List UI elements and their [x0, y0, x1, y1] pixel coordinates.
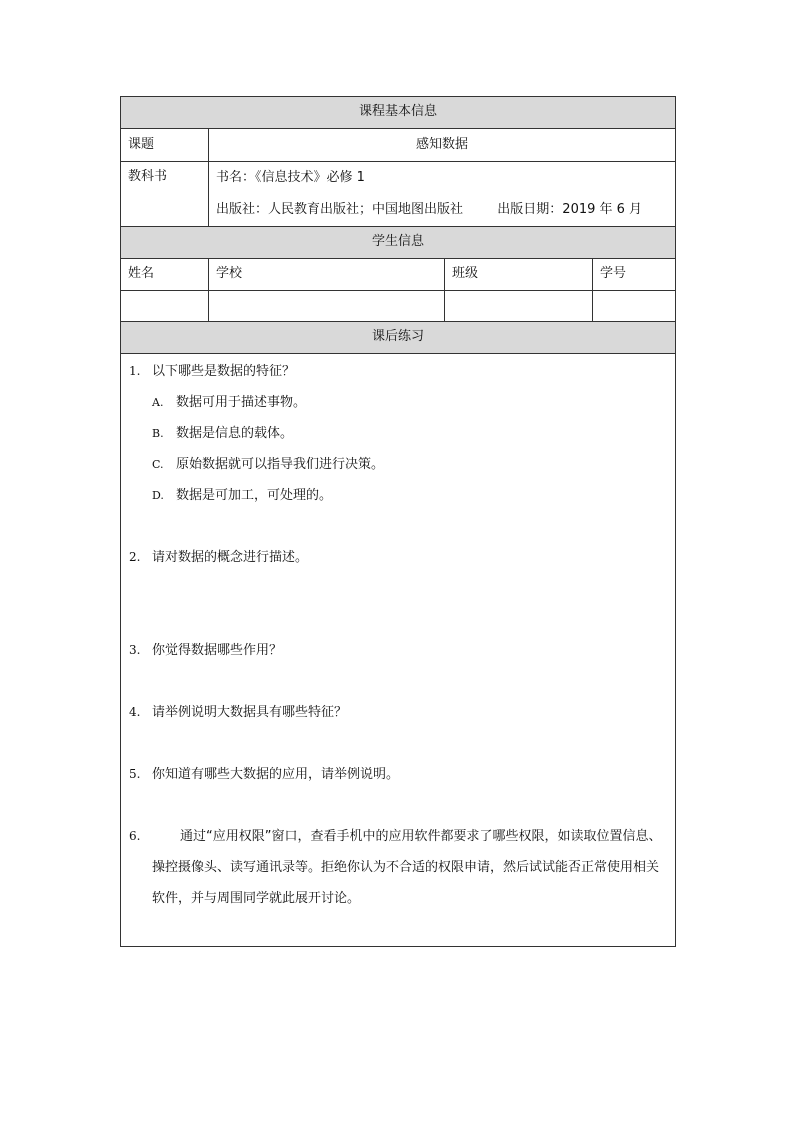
question-text: 以下哪些是数据的特征？ [152, 364, 296, 379]
question-3 [121, 635, 675, 666]
course-info-table [120, 96, 676, 947]
question-text: 你知道有哪些大数据的应用，请举例说明。 [152, 767, 400, 782]
section-header-student-info: 学生信息 [121, 227, 676, 259]
option-letter: B. [152, 427, 164, 440]
question-number: 5. [129, 767, 141, 781]
question-text: 请对数据的概念进行描述。 [152, 550, 309, 565]
option-a [121, 387, 675, 418]
book-name: 书名：《信息技术》必修 1 [216, 170, 365, 185]
option-letter: D. [152, 489, 164, 502]
option-text: 原始数据就可以指导我们进行决策。 [176, 457, 385, 472]
exercises-area [121, 354, 676, 947]
question-text: 请举例说明大数据具有哪些特征？ [152, 705, 348, 720]
question-text: 你觉得数据哪些作用？ [152, 643, 283, 658]
question-1 [121, 356, 675, 387]
topic-label: 课题 [121, 129, 209, 162]
question-number: 4. [129, 705, 141, 719]
option-b [121, 418, 675, 449]
name-field[interactable] [121, 291, 209, 322]
publish-date: 出版日期：2019 年 6 月 [497, 202, 643, 217]
question-number: 6. [129, 829, 141, 843]
option-d [121, 480, 675, 511]
option-text: 数据是信息的载体。 [176, 426, 294, 441]
question-number: 3. [129, 643, 141, 657]
student-id-label: 学号 [593, 259, 676, 291]
option-text: 数据是可加工，可处理的。 [176, 488, 333, 503]
question-text: 通过“应用权限”窗口，查看手机中的应用软件都要求了哪些权限，如读取位置信息、操控摄像头、读写通讯录等。拒绝你认为不合适的权限申请，然后试试能否正常使用相关软件，并与周围同学就此展开讨论。 [152, 829, 662, 906]
publisher: 出版社：人民教育出版社；中国地图出版社 [216, 202, 464, 217]
question-4 [121, 697, 675, 728]
textbook-label: 教科书 [121, 162, 209, 227]
class-label: 班级 [445, 259, 593, 291]
textbook-details [209, 162, 676, 227]
section-header-exercises: 课后练习 [121, 322, 676, 354]
question-6 [121, 821, 675, 914]
question-number: 1. [129, 364, 141, 378]
option-text: 数据可用于描述事物。 [176, 395, 307, 410]
name-label: 姓名 [121, 259, 209, 291]
topic-value: 感知数据 [209, 129, 676, 162]
class-field[interactable] [445, 291, 593, 322]
option-letter: C. [152, 458, 164, 471]
publisher-line [216, 194, 668, 226]
school-label: 学校 [209, 259, 445, 291]
option-letter: A. [152, 396, 164, 409]
question-number: 2. [129, 550, 141, 564]
school-field[interactable] [209, 291, 445, 322]
student-id-field[interactable] [593, 291, 676, 322]
option-c [121, 449, 675, 480]
question-5 [121, 759, 675, 790]
question-2 [121, 542, 675, 573]
section-header-basic-info: 课程基本信息 [121, 97, 676, 129]
